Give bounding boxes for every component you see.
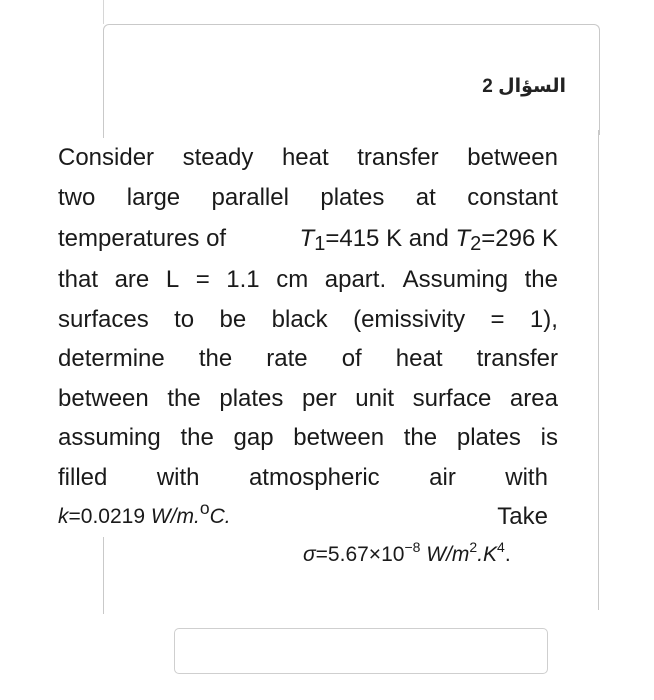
- stefan-boltzmann-constant: $\sigma=5.67\times 10^{-8}$ $W/m^2.K^4$.: [303, 539, 511, 566]
- problem-line-6: determine the rate of heat transfer: [58, 345, 558, 372]
- problem-line-2: two large parallel plates at constant: [58, 183, 558, 211]
- problem-line-9: filled with atmospheric air with: [58, 463, 548, 491]
- problem-line-1: Consider steady heat transfer between: [58, 144, 558, 171]
- problem-line-8: assuming the gap between the plates is: [58, 424, 558, 451]
- problem-line-3: temperatures of $T_1=415$ K and $T_2=296$ K: [58, 217, 558, 260]
- top-divider: [103, 0, 104, 24]
- problem-line-4: that are L = 1.1 cm apart. Assuming the: [58, 266, 558, 293]
- problem-line-10: k=0.0219 W/m.$^o$C. Take: [58, 497, 558, 537]
- problem-statement: [58, 138, 560, 537]
- conductivity-value: k=0.0219 W/m.$^o$C.: [58, 498, 231, 528]
- answer-input[interactable]: [174, 628, 548, 674]
- problem-line-7: between the plates per unit surface area: [58, 384, 558, 412]
- card-right-border: [598, 130, 599, 610]
- question-number: السؤال 2: [482, 76, 566, 97]
- temperature-values: $T_1=415$ K and $T_2=296$ K: [299, 224, 558, 255]
- problem-line-5: surfaces to be black (emissivity = 1),: [58, 305, 558, 333]
